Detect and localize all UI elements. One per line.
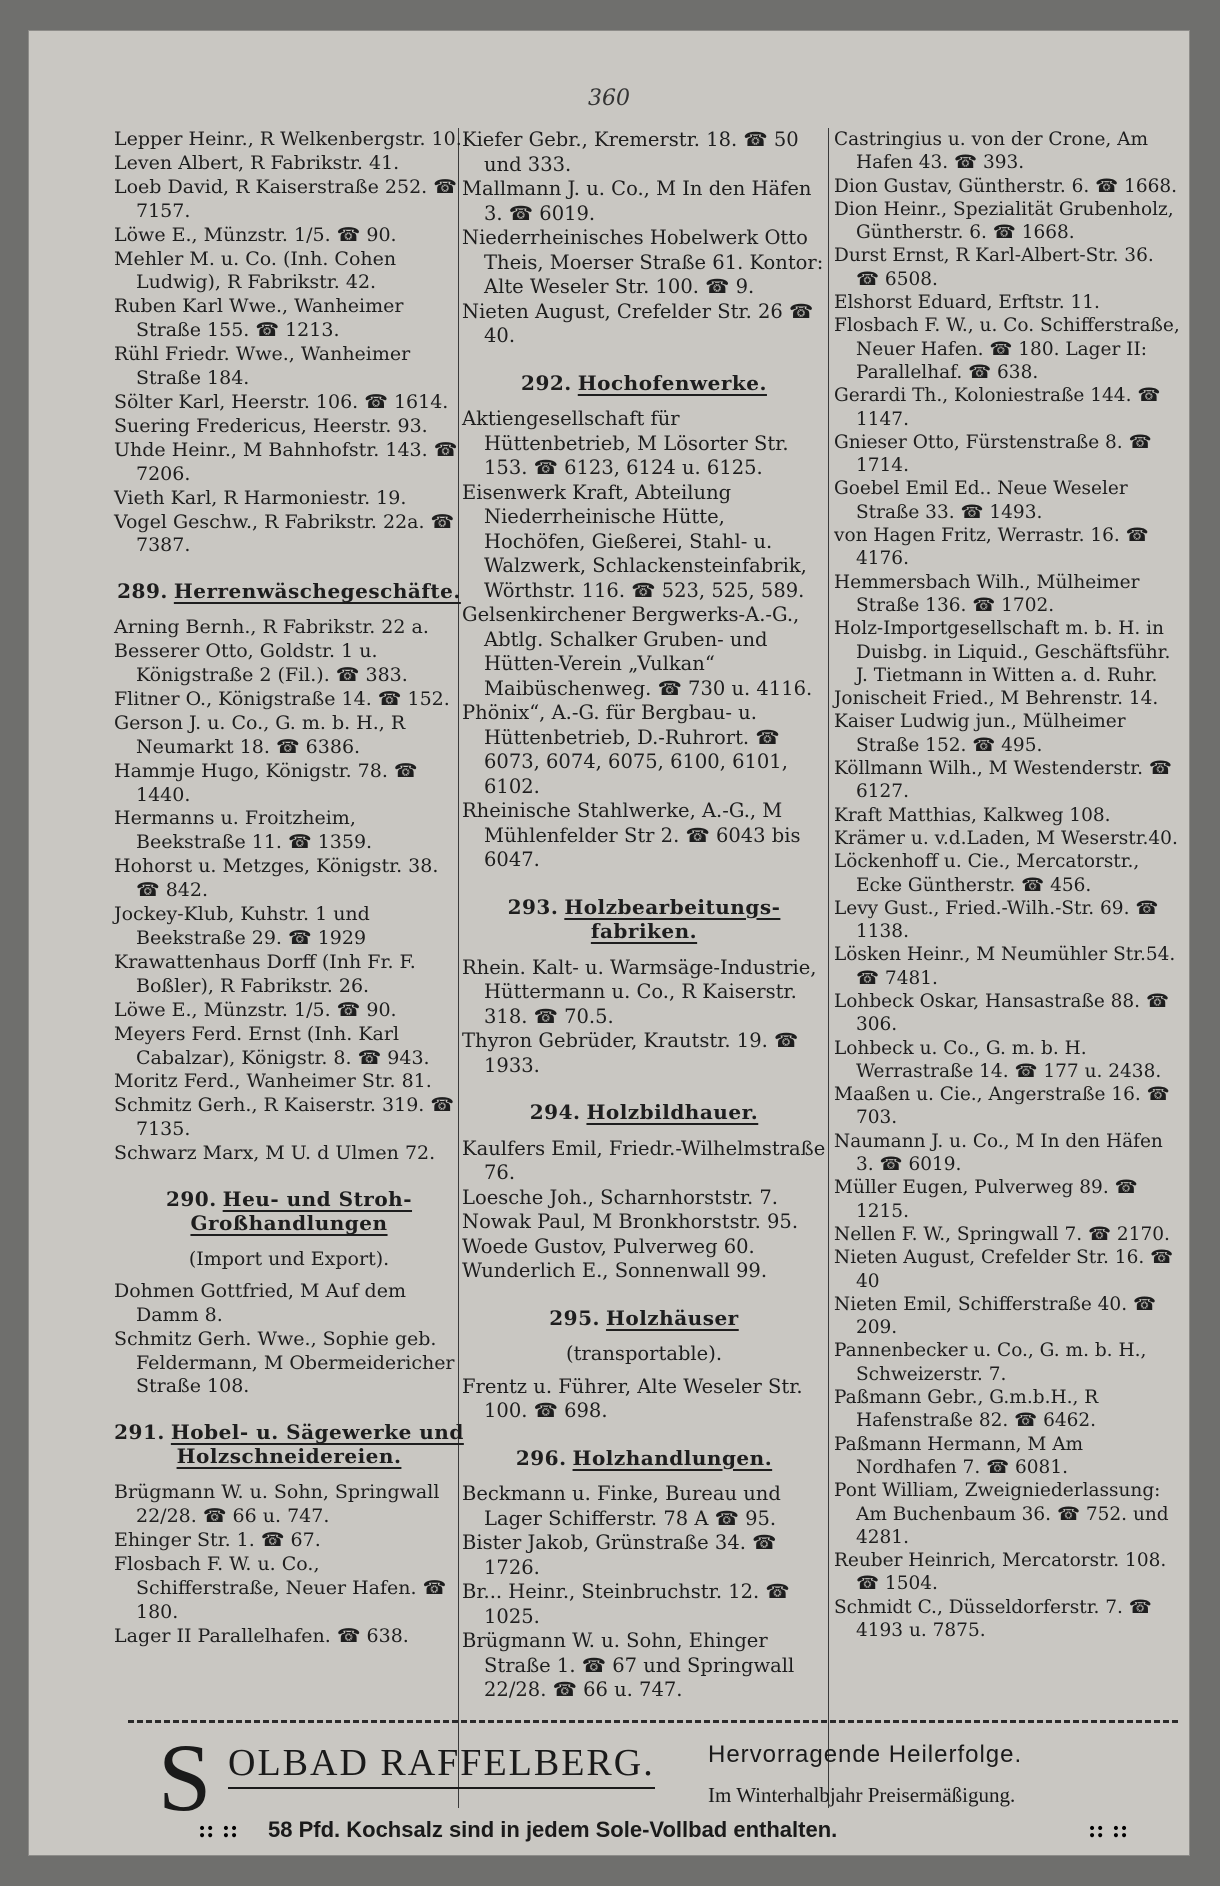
directory-entry: Rhein. Kalt- u. Warmsäge-Industrie, Hüttermann u. Co., R Kaiserstr. 318. ☎ 70.5. [462, 955, 817, 1028]
directory-entry: Löwe E., Münzstr. 1/5. ☎ 90. [114, 998, 397, 1021]
directory-entry: Vieth Karl, R Harmoniestr. 19. [114, 486, 407, 509]
column-middle [462, 128, 826, 1703]
directory-entry: Kaulfers Emil, Friedr.-Wilhelmstraße 76. [462, 1136, 826, 1184]
directory-entry: Flosbach F. W., u. Co. Schifferstraße, Neuer Hafen. ☎ 180. Lager II: Parallelhaf. ☎ 638. [834, 315, 1180, 383]
directory-entry: Phönix“, A.-G. für Bergbau- u. Hüttenbetrieb, D.-Ruhrort. ☎ 6073, 6074, 6075, 6100, 6101, 6102. [462, 701, 788, 798]
section-number: 295. [549, 1305, 600, 1330]
section-title: Herrenwäschegeschäfte. [173, 579, 461, 604]
directory-entry: Rheinische Stahlwerke, A.-G., M Mühlenfelder Str 2. ☎ 6043 bis 6047. [462, 799, 801, 871]
directory-entry: Eisenwerk Kraft, Abteilung Niederrheinische Hütte, Hochöfen, Gießerei, Stahl- u. Walzwerk, Schlackensteinfabrik, Wörthstr. 116. ☎ 523, 525, 589. [462, 480, 807, 602]
directory-entry: Dohmen Gottfried, M Auf dem Damm 8. [114, 1279, 406, 1326]
section-number: 289. [117, 579, 168, 604]
directory-entry: Lösken Heinr., M Neumühler Str.54. ☎ 7481. [834, 944, 1176, 989]
directory-entry: Kaiser Ludwig jun., Mülheimer Straße 152. ☎ 495. [834, 711, 1126, 756]
directory-entry: Holz-Importgesellschaft m. b. H. in Duisbg. in Liquid., Geschäftsführ. J. Tietmann in Witten a. d. Ruhr. [834, 618, 1171, 686]
ad-bottom-line: 58 Pfd. Kochsalz sind in jedem Sole-Vollbad enthalten. [268, 1817, 838, 1842]
directory-entry: Beckmann u. Finke, Bureau und Lager Schifferstr. 78 A ☎ 95. [462, 1482, 781, 1530]
directory-entry: Moritz Ferd., Wanheimer Str. 81. [114, 1070, 432, 1093]
column-left [114, 128, 464, 1648]
section-number: 294. [529, 1100, 581, 1124]
directory-entry: Leven Albert, R Fabrikstr. 41. [114, 151, 400, 174]
directory-entry: Loeb David, R Kaiserstraße 252. ☎ 7157. [114, 175, 457, 222]
directory-entry: Schmitz Gerh. Wwe., Sophie geb. Feldermann, M Obermeidericher Straße 108. [114, 1327, 455, 1398]
section-number: 293. [507, 894, 559, 919]
column-right [834, 128, 1180, 1642]
directory-entry: von Hagen Fritz, Werrastr. 16. ☎ 4176. [834, 525, 1149, 570]
directory-entry: Vogel Geschw., R Fabrikstr. 22a. ☎ 7387. [114, 510, 455, 557]
section-heading [114, 1421, 464, 1469]
section-heading [462, 1306, 826, 1331]
directory-entry: Mehler M. u. Co. (Inh. Cohen Ludwig), R Fabrikstr. 42. [114, 247, 397, 294]
section-title: Hochofenwerke. [577, 370, 767, 395]
page-number: 360 [588, 86, 630, 111]
section-note: (Import und Export). [188, 1247, 390, 1270]
directory-entry: Reuber Heinrich, Mercatorstr. 108. ☎ 1504. [834, 1550, 1167, 1595]
directory-entry: Jonischeit Fried., M Behrenstr. 14. [834, 688, 1159, 710]
directory-entry: Lepper Heinr., R Welkenbergstr. 10. [114, 128, 462, 150]
section-heading [462, 1100, 826, 1125]
section-title: Holzbearbeitungs-fabriken. [564, 894, 781, 943]
section-title: Holzhäuser [605, 1305, 739, 1330]
directory-entry: Castringius u. von der Crone, Am Hafen 43. ☎ 393. [834, 129, 1149, 174]
section-heading [114, 1188, 464, 1236]
section-title: Holzbildhauer. [586, 1100, 759, 1124]
directory-entry: Loesche Joh., Scharnhorststr. 7. [462, 1185, 778, 1209]
directory-entry: Dion Gustav, Güntherstr. 6. ☎ 1668. [834, 175, 1178, 197]
directory-entry: Br... Heinr., Steinbruchstr. 12. ☎ 1025. [462, 1580, 790, 1628]
directory-entry: Durst Ernst, R Karl-Albert-Str. 36. ☎ 6508. [834, 245, 1154, 290]
directory-entry: Lohbeck u. Co., G. m. b. H. Werrastraße 14. ☎ 177 u. 2438. [834, 1037, 1162, 1082]
directory-entry: Hohorst u. Metzges, Königstr. 38. ☎ 842. [114, 855, 439, 902]
ad-price-note: Im Winterhalbjahr Preisermäßigung. [708, 1783, 1016, 1807]
directory-entry: Ehinger Str. 1. ☎ 67. [114, 1528, 321, 1551]
directory-entry: Goebel Emil Ed.. Neue Weseler Straße 33. ☎ 1493. [834, 478, 1128, 523]
directory-entry: Gerson J. u. Co., G. m. b. H., R Neumarkt 18. ☎ 6386. [114, 711, 406, 758]
directory-entry: Rühl Friedr. Wwe., Wanheimer Straße 184. [114, 343, 411, 390]
directory-entry: Bister Jakob, Grünstraße 34. ☎ 1726. [462, 1531, 777, 1579]
directory-entry: Paßmann Gebr., G.m.b.H., R Hafenstraße 82. ☎ 6462. [834, 1387, 1099, 1432]
section-number: 292. [521, 370, 572, 395]
directory-entry: Gelsenkirchener Bergwerks-A.-G., Abtlg. Schalker Gruben- und Hütten-Verein „Vulkan“ Maibüschenweg. ☎ 730 u. 4116. [462, 603, 813, 700]
directory-entry: Elshorst Eduard, Erftstr. 11. [834, 292, 1100, 314]
directory-entry: Frentz u. Führer, Alte Weseler Str. 100. ☎ 698. [462, 1374, 803, 1422]
directory-entry: Gerardi Th., Koloniestraße 144. ☎ 1147. [834, 385, 1161, 430]
directory-entry: Meyers Ferd. Ernst (Inh. Karl Cabalzar), Königstr. 8. ☎ 943. [114, 1022, 430, 1069]
ad-ornament-left: :: :: [198, 1817, 239, 1843]
directory-entry: Thyron Gebrüder, Krautstr. 19. ☎ 1933. [462, 1029, 799, 1077]
directory-entry: Paßmann Hermann, M Am Nordhafen 7. ☎ 6081. [834, 1433, 1084, 1478]
section-title: Holzhandlungen. [572, 1445, 773, 1470]
section-note: (transportable). [565, 1342, 723, 1365]
directory-entry: Brügmann W. u. Sohn, Springwall 22/28. ☎ 66 u. 747. [114, 1481, 440, 1528]
section-title: Hobel- u. Sägewerke und Holzschneidereien. [170, 1420, 464, 1469]
directory-entry: Löckenhoff u. Cie., Mercatorstr., Ecke Güntherstr. ☎ 456. [834, 851, 1140, 896]
directory-entry: Pannenbecker u. Co., G. m. b. H., Schweizerstr. 7. [834, 1340, 1147, 1385]
directory-entry: Besserer Otto, Goldstr. 1 u. Königstraße 2 (Fil.). ☎ 383. [114, 640, 408, 687]
directory-entry: Flitner O., Königstraße 14. ☎ 152. [114, 687, 450, 710]
directory-entry: Flosbach F. W. u. Co., Schifferstraße, Neuer Hafen. ☎ 180. [114, 1552, 447, 1623]
section-heading [462, 1446, 826, 1471]
directory-entry: Kiefer Gebr., Kremerstr. 18. ☎ 50 und 333. [462, 128, 799, 176]
directory-entry: Hermanns u. Froitzheim, Beekstraße 11. ☎ 1359. [114, 807, 373, 854]
directory-entry: Nowak Paul, M Bronkhorststr. 95. [462, 1210, 799, 1233]
directory-entry: Nieten Emil, Schifferstraße 40. ☎ 209. [834, 1293, 1157, 1339]
directory-entry: Kraft Matthias, Kalkweg 108. [834, 804, 1111, 826]
directory-entry: Hemmersbach Wilh., Mülheimer Straße 136. ☎ 1702. [834, 571, 1140, 616]
directory-entry: Aktiengesellschaft für Hüttenbetrieb, M Lösorter Str. 153. ☎ 6123, 6124 u. 6125. [462, 407, 789, 479]
directory-entry: Nieten August, Crefelder Str. 16. ☎ 40 [834, 1247, 1174, 1292]
column-divider [828, 128, 829, 1808]
ad-brand-name: OLBAD RAFFELBERG. [228, 1741, 655, 1789]
directory-entry: Woede Gustov, Pulverweg 60. [462, 1234, 755, 1258]
directory-entry: Sölter Karl, Heerstr. 106. ☎ 1614. [114, 390, 449, 413]
ad-initial-letter: S [158, 1724, 212, 1831]
directory-entry: Dion Heinr., Spezialität Grubenholz, Güntherstr. 6. ☎ 1668. [834, 198, 1174, 244]
directory-entry: Nieten August, Crefelder Str. 26 ☎ 40. [462, 299, 814, 347]
section-heading [462, 895, 826, 944]
section-number: 291. [114, 1420, 165, 1445]
directory-entry: Maaßen u. Cie., Angerstraße 16. ☎ 703. [834, 1084, 1170, 1129]
section-title: Heu- und Stroh-Großhandlungen [190, 1187, 413, 1235]
directory-entry: Pont William, Zweigniederlassung: Am Buchenbaum 36. ☎ 752. und 4281. [834, 1480, 1169, 1548]
section-heading [462, 371, 826, 396]
directory-entry: Nellen F. W., Springwall 7. ☎ 2170. [834, 1223, 1170, 1245]
directory-entry: Wunderlich E., Sonnenwall 99. [462, 1259, 768, 1282]
directory-entry: Köllmann Wilh., M Westenderstr. ☎ 6127. [834, 758, 1172, 803]
directory-entry: Gnieser Otto, Fürstenstraße 8. ☎ 1714. [834, 431, 1152, 477]
directory-entry: Schwarz Marx, M U. d Ulmen 72. [114, 1142, 436, 1165]
section-heading [114, 580, 464, 604]
directory-entry: Hammje Hugo, Königstr. 78. ☎ 1440. [114, 759, 418, 806]
directory-entry: Suering Fredericus, Heerstr. 93. [114, 414, 428, 437]
directory-entry: Levy Gust., Fried.-Wilh.-Str. 69. ☎ 1138. [834, 897, 1159, 943]
directory-entry: Ruben Karl Wwe., Wanheimer Straße 155. ☎ 1213. [114, 295, 404, 342]
section-number: 296. [515, 1445, 567, 1470]
directory-entry: Lohbeck Oskar, Hansastraße 88. ☎ 306. [834, 990, 1169, 1036]
directory-entry: Müller Eugen, Pulverweg 89. ☎ 1215. [834, 1177, 1138, 1222]
directory-entry: Jockey-Klub, Kuhstr. 1 und Beekstraße 29. ☎ 1929 [114, 903, 370, 949]
directory-entry: Uhde Heinr., M Bahnhofstr. 143. ☎ 7206. [114, 438, 458, 485]
directory-entry: Krawattenhaus Dorff (Inh Fr. F. Boßler), R Fabrikstr. 26. [114, 950, 416, 997]
directory-entry: Naumann J. u. Co., M In den Häfen 3. ☎ 6019. [834, 1130, 1163, 1176]
section-number: 290. [165, 1187, 217, 1212]
directory-entry: Arning Bernh., R Fabrikstr. 22 a. [114, 616, 429, 639]
directory-entry: Krämer u. v.d.Laden, M Weserstr.40. [834, 827, 1178, 849]
directory-entry: Schmidt C., Düsseldorferstr. 7. ☎ 4193 u. 7875. [834, 1596, 1152, 1641]
ad-ornament-right: :: :: [1088, 1817, 1129, 1843]
directory-entry: Lager II Parallelhafen. ☎ 638. [114, 1624, 409, 1647]
directory-page [28, 30, 1190, 1856]
directory-entry: Schmitz Gerh., R Kaiserstr. 319. ☎ 7135. [114, 1094, 455, 1141]
directory-entry: Brügmann W. u. Sohn, Ehinger Straße 1. ☎ 67 und Springwall 22/28. ☎ 66 u. 747. [462, 1629, 795, 1701]
directory-entry: Mallmann J. u. Co., M In den Häfen 3. ☎ 6019. [462, 177, 812, 225]
ad-slogan: Hervorragende Heilerfolge. [708, 1741, 1023, 1768]
advertisement-solbad [128, 1720, 1178, 1863]
directory-entry: Niederrheinisches Hobelwerk Otto Theis, Moerser Straße 61. Kontor: Alte Weseler Str. 100. ☎ 9. [462, 226, 824, 298]
directory-entry: Löwe E., Münzstr. 1/5. ☎ 90. [114, 223, 397, 246]
